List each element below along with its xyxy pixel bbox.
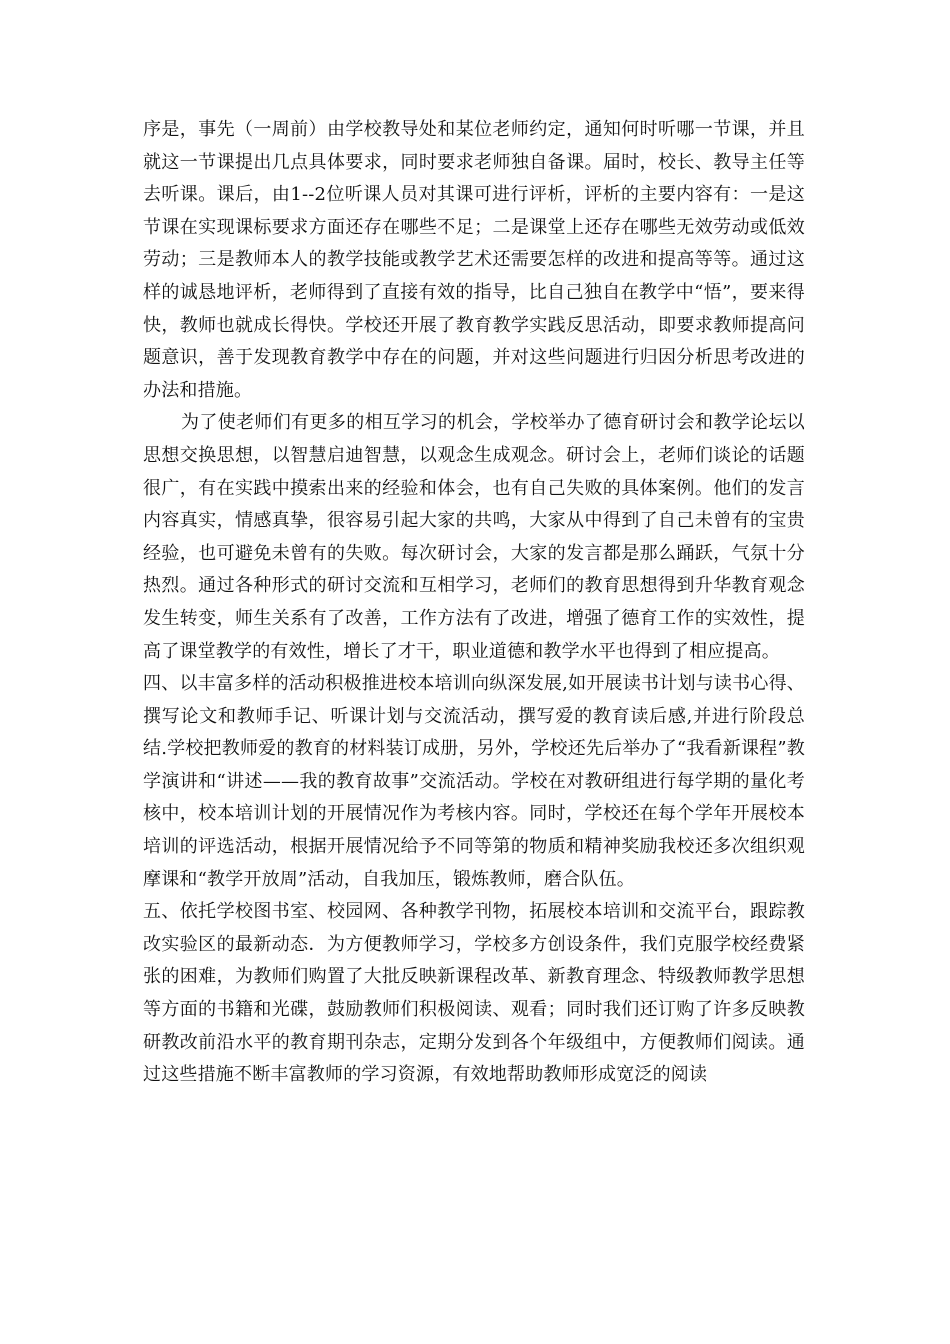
paragraph-2: 为了使老师们有更多的相互学习的机会，学校举办了德育研讨会和教学论坛以思想交换思想，以智慧启迪智慧，以观念生成观念。研讨会上，老师们谈论的话题很广，有在实践中摸索出来的经验和体会，也有自己失败的具体案例。他们的发言内容真实，情感真挚，很容易引起大家的共鸣，大家从中得到了自己未曾有的宝贵经验，也可避免未曾有的失败。每次研讨会，大家的发言都是那么踊跃，气氛十分热烈。通过各种形式的研讨交流和互相学习，老师们的教育思想得到升华教育观念发生转变，师生关系有了改善，工作方法有了改进，增强了德育工作的实效性，提高了课堂教学的有效性，增长了才干，职业道德和教学水平也得到了相应提高。 xyxy=(143,412,805,662)
paragraph-4-section-five: 五、依托学校图书室、校园网、各种教学刊物，拓展校本培训和交流平台，跟踪教改实验区的最新动态．为方便教师学习，学校多方创设条件，我们克服学校经费紧张的困难，为教师们购置了大批反映新课程改革、新教育理念、特级教师教学思想等方面的书籍和光碟，鼓励教师们积极阅读、观看；同时我们还订购了许多反映教研教改前沿水平的教育期刊杂志，定期分发到各个年级组中，方便教师们阅读。通过这些措施不断丰富教师的学习资源，有效地帮助教师形成宽泛的阅读 xyxy=(143,901,805,1086)
paragraph-1: 序是，事先（一周前）由学校教导处和某位老师约定，通知何时听哪一节课，并且就这一节课提出几点具体要求，同时要求老师独自备课。届时，校长、教导主任等去听课。课后，由1--2位听课人员对其课可进行评析，评析的主要内容有：一是这节课在实现课标要求方面还存在哪些不足；二是课堂上还存在哪些无效劳动或低效劳动；三是教师本人的教学技能或教学艺术还需要怎样的改进和提高等等。通过这样的诚恳地评析，老师得到了直接有效的指导，比自己独自在教学中“悟”，要来得快，教师也就成长得快。学校还开展了教育教学实践反思活动，即要求教师提高问题意识，善于发现教育教学中存在的问题，并对这些问题进行归因分析思考改进的办法和措施。 xyxy=(143,119,805,401)
document-page xyxy=(143,114,805,1092)
paragraph-3-section-four: 四、以丰富多样的活动积极推进校本培训向纵深发展,如开展读书计划与读书心得、撰写论文和教师手记、听课计划与交流活动，撰写爱的教育读后感,并进行阶段总结.学校把教师爱的教育的材料装订成册，另外，学校还先后举办了“我看新课程”教学演讲和“讲述——我的教育故事”交流活动。学校在对教研组进行每学期的量化考核中，校本培训计划的开展情况作为考核内容。同时，学校还在每个学年开展校本培训的评选活动，根据开展情况给予不同等第的物质和精神奖励我校还多次组织观摩课和“教学开放周”活动，自我加压，锻炼教师，磨合队伍。 xyxy=(143,673,805,890)
